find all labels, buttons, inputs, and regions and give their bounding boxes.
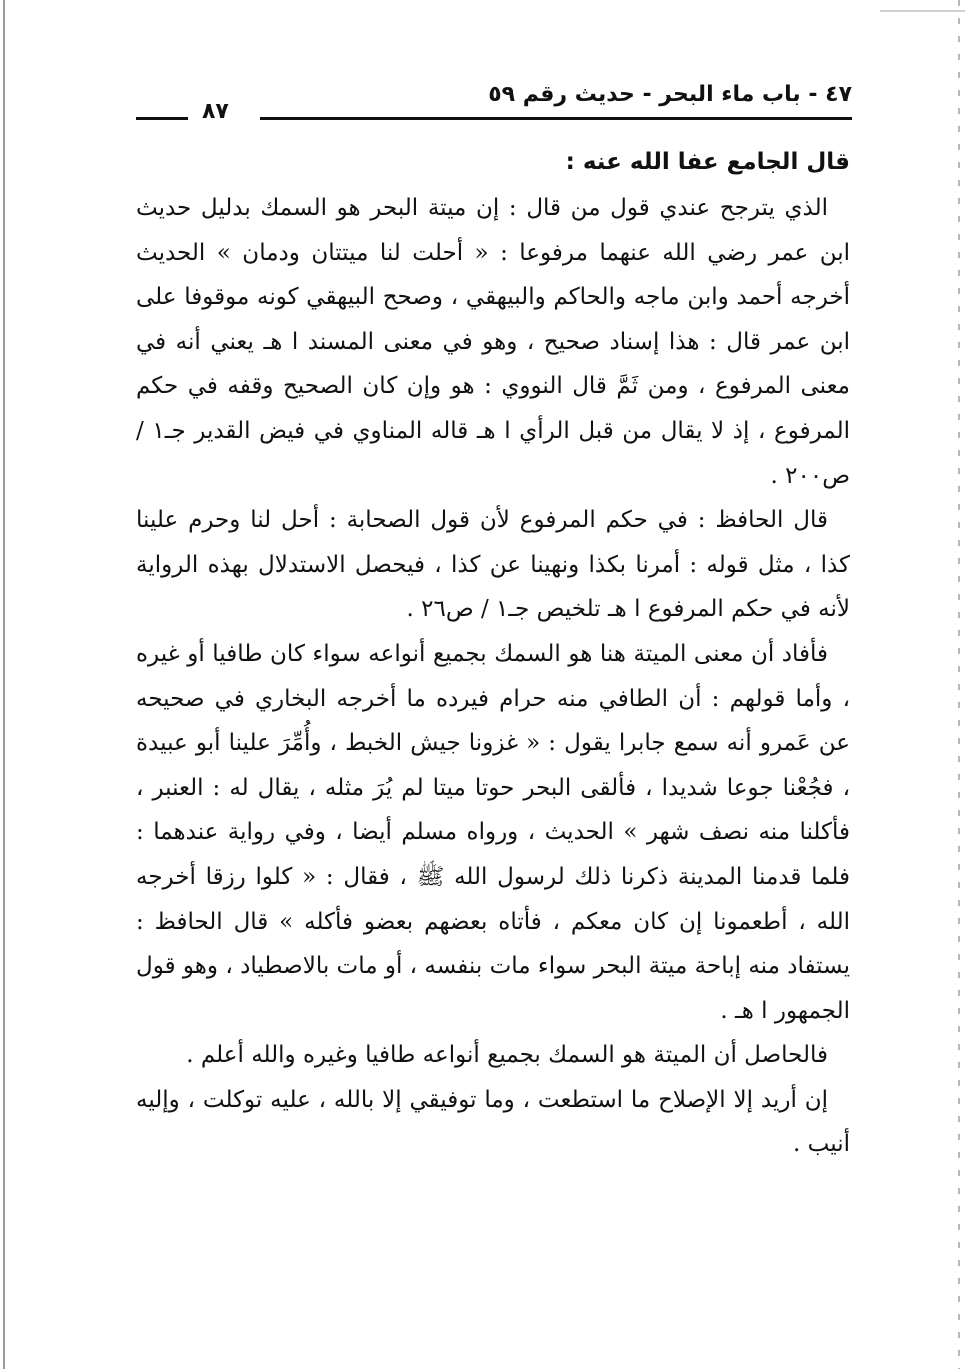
chapter-title: ٤٧ - باب ماء البحر - حديث رقم ٥٩ (488, 82, 852, 107)
header-rule-short (136, 117, 188, 120)
paragraph: إن أريد إلا الإصلاح ما استطعت ، وما توفيقي إلا بالله ، عليه توكلت ، وإليه أنيب . (136, 1086, 850, 1158)
page-number: ٨٧ (202, 99, 229, 124)
paragraph: فأفاد أن معنى الميتة هنا هو السمك بجميع أنواعه سواء كان طافيا أو غيره ، وأما قولهم : أن الطافي منه حرام فيرده ما أخرجه البخاري في صحيحه عن عَمرو أنه سمع جابرا يقول : « غزونا جيش الخبط ، وأُمِّرَ علينا أبو عبيدة ، فجُعْنا جوعا شديدا ، فألقى البحر حوتا ميتا لم يُرَ مثله ، يقال له : العنبر ، فأكلنا منه نصف شهر » الحديث ، ورواه مسلم أيضا ، وفي رواية عندهما : فلما قدمنا المدينة ذكرنا ذلك لرسول الله ﷺ ، فقال : « كلوا رزقا أخرجه الله ، أطعمونا إن كان معكم ، فأتاه بعضهم بعضو فأكله » قال الحافظ : يستفاد منه إباحة ميتة البحر سواء مات بنفسه ، أو مات بالاصطياد ، وهو قول الجمهور ا هـ . (136, 640, 850, 1024)
scan-edge-left (3, 0, 5, 1369)
section-heading: قال الجامع عفا الله عنه : (565, 149, 850, 175)
paragraph: قال الحافظ : في حكم المرفوع لأن قول الصحابة : أحل لنا وحرم علينا كذا ، مثل قوله : أمرنا بكذا ونهينا عن كذا ، فيحصل الاستدلال بهذه الرواية لأنه في حكم المرفوع ا هـ تلخيص جـ١ / ص٢٦ . (136, 507, 850, 623)
paragraph: الذي يترجح عندي قول من قال : إن ميتة البحر هو السمك بدليل حديث ابن عمر رضي الله عنهما مرفوعا : « أحلت لنا ميتتان ودمان » الحديث أخرجه أحمد وابن ماجه والحاكم والبيهقي ، وصحح البيهقي كونه موقوفا على ابن عمر قال : هذا إسناد صحيح ، وهو في معنى المسند ا هـ يعني أنه في معنى المرفوع ، ومن ثَمَّ قال النووي : هو وإن كان الصحيح وقفه في حكم المرفوع ، إذ لا يقال من قبل الرأي ا هـ قاله المناوي في فيض القدير جـ١ / ص٢٠٠ . (136, 195, 851, 489)
header-rule (260, 117, 852, 120)
page-body (136, 140, 850, 1167)
running-header (136, 78, 852, 124)
scan-mark (880, 10, 965, 12)
paragraph: فالحاصل أن الميتة هو السمك بجميع أنواعه طافيا وغيره والله أعلم . (186, 1042, 828, 1069)
scan-edge-right (958, 0, 960, 1369)
